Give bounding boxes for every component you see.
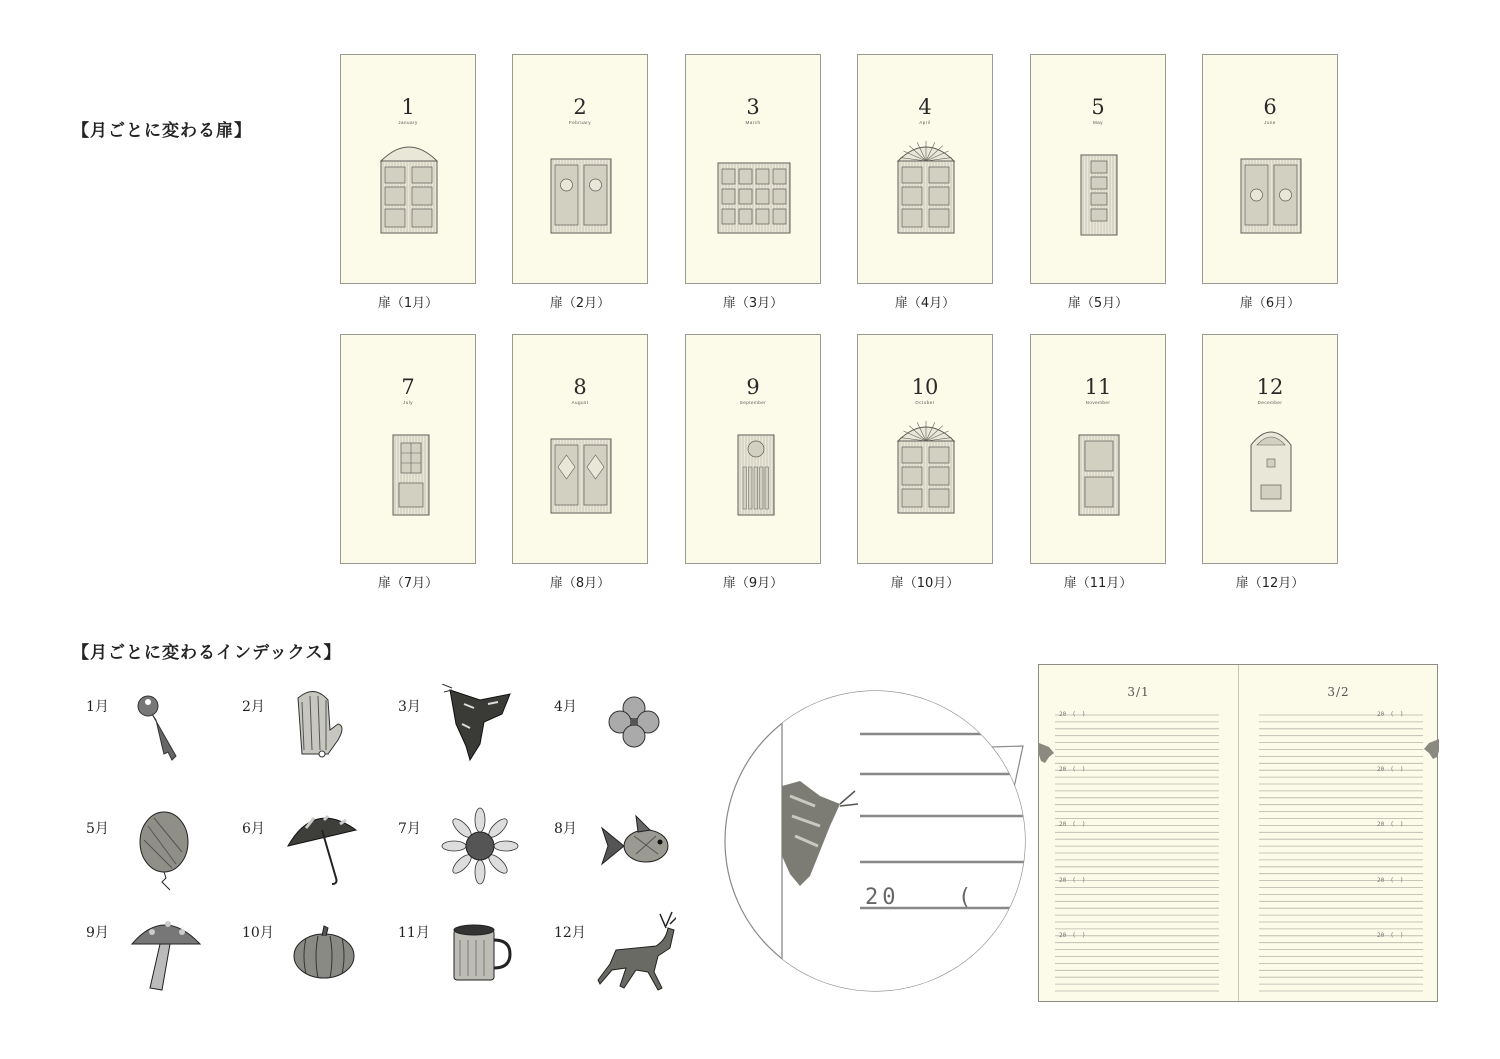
door-card-caption: 扉（3月） [722, 296, 784, 311]
zoom-year-text: 20 [865, 885, 900, 910]
month-index-item [398, 696, 548, 796]
door-card [1030, 54, 1166, 284]
key-icon [128, 684, 208, 770]
door-illustration-icon [1031, 335, 1167, 565]
door-card-number: 12 [1256, 375, 1284, 399]
zoom-paren-text: ( [958, 885, 972, 910]
right-butterfly-icon [1421, 737, 1439, 759]
door-card [1030, 334, 1166, 564]
month-index-item [242, 818, 392, 918]
door-illustration-icon [1203, 335, 1339, 565]
door-card-month: August [571, 400, 589, 405]
pumpkin-icon [284, 910, 364, 996]
month-index-item [398, 922, 548, 1022]
door-illustration-icon [1031, 55, 1167, 285]
butterfly-icon [440, 684, 520, 770]
door-card-month: September [739, 400, 767, 405]
month-index-item [554, 922, 704, 1022]
month-index-label: 4月 [554, 699, 577, 715]
right-page-date: 3/2 [1327, 685, 1350, 699]
door-card [685, 334, 821, 564]
year-tag: 20 ( ) [1059, 766, 1086, 773]
month-index-label: 8月 [554, 821, 577, 837]
door-card-month: March [745, 120, 761, 125]
door-card-number: 4 [918, 95, 932, 119]
door-card-caption: 扉（7月） [377, 576, 439, 591]
door-card-caption: 扉（11月） [1063, 576, 1133, 591]
balloon-icon [128, 806, 208, 892]
month-index-item [86, 818, 236, 918]
door-card-month: January [398, 120, 418, 125]
door-card-number: 6 [1263, 95, 1277, 119]
month-index-item [554, 818, 704, 918]
door-card [512, 334, 648, 564]
door-card [1202, 54, 1338, 284]
door-card-number: 1 [401, 95, 415, 119]
door-illustration-icon [686, 55, 822, 285]
door-card-caption: 扉（12月） [1235, 576, 1305, 591]
door-card [340, 334, 476, 564]
month-index-label: 9月 [86, 925, 109, 941]
door-card-month: June [1264, 120, 1276, 125]
month-index-item [86, 922, 236, 1022]
notebook-spread [1038, 664, 1438, 1002]
door-card-month: November [1085, 400, 1111, 405]
left-butterfly-icon [1039, 741, 1057, 763]
doors-section-title: 【月ごとに変わる扉】 [72, 121, 252, 141]
month-index-item [242, 696, 392, 796]
mug-icon [440, 910, 520, 996]
month-index-item [398, 818, 548, 918]
year-tag: 20 ( ) [1059, 821, 1086, 828]
year-tag: 20 ( ) [1377, 766, 1404, 773]
door-card-number: 3 [746, 95, 760, 119]
door-card-caption: 扉（4月） [894, 296, 956, 311]
year-tag: 20 ( ) [1059, 711, 1086, 718]
door-card [512, 54, 648, 284]
month-index-item [554, 696, 704, 796]
door-illustration-icon [341, 55, 477, 285]
year-tag: 20 ( ) [1059, 877, 1086, 884]
door-card-number: 5 [1091, 95, 1105, 119]
month-index-item [86, 696, 236, 796]
deer-icon [596, 910, 676, 996]
door-card [685, 54, 821, 284]
month-index-label: 7月 [398, 821, 421, 837]
door-card-number: 2 [573, 95, 587, 119]
door-card [340, 54, 476, 284]
door-card-month: July [402, 400, 413, 405]
door-card-number: 10 [911, 375, 939, 399]
year-tag: 20 ( ) [1059, 932, 1086, 939]
door-card-number: 7 [401, 375, 415, 399]
year-tag: 20 ( ) [1377, 821, 1404, 828]
door-illustration-icon [858, 55, 994, 285]
month-index-label: 2月 [242, 699, 265, 715]
door-card-caption: 扉（6月） [1239, 296, 1301, 311]
year-tag: 20 ( ) [1377, 877, 1404, 884]
door-card-caption: 扉（2月） [549, 296, 611, 311]
ruled-lines [1239, 665, 1438, 1001]
year-tag: 20 ( ) [1377, 711, 1404, 718]
mushroom-icon [128, 910, 208, 996]
index-section-title: 【月ごとに変わるインデックス】 [72, 643, 342, 663]
door-illustration-icon [341, 335, 477, 565]
month-index-label: 10月 [242, 925, 274, 941]
right-page [1239, 665, 1438, 1001]
door-card [857, 334, 993, 564]
door-illustration-icon [686, 335, 822, 565]
umbrella-icon [284, 806, 364, 892]
door-card-caption: 扉（9月） [722, 576, 784, 591]
goldfish-icon [596, 806, 676, 892]
door-card [1202, 334, 1338, 564]
door-illustration-icon [513, 55, 649, 285]
door-illustration-icon [858, 335, 994, 565]
door-card-number: 11 [1084, 375, 1112, 399]
door-card-caption: 扉（1月） [377, 296, 439, 311]
left-page-date: 3/1 [1127, 685, 1150, 699]
clover-icon [596, 684, 676, 770]
sunflower-icon [440, 806, 520, 892]
door-card-caption: 扉（8月） [549, 576, 611, 591]
door-card-number: 9 [746, 375, 760, 399]
door-card-number: 8 [573, 375, 587, 399]
door-illustration-icon [513, 335, 649, 565]
door-card-caption: 扉（5月） [1067, 296, 1129, 311]
month-index-label: 6月 [242, 821, 265, 837]
month-index-label: 12月 [554, 925, 586, 941]
door-card-month: February [568, 120, 591, 125]
zoom-magnifier-bubble [720, 686, 1030, 996]
year-tag: 20 ( ) [1377, 932, 1404, 939]
month-index-item [242, 922, 392, 1022]
door-card-caption: 扉（10月） [890, 576, 960, 591]
door-illustration-icon [1203, 55, 1339, 285]
mitten-icon [284, 684, 364, 770]
month-index-label: 1月 [86, 699, 109, 715]
door-card-month: May [1092, 120, 1103, 125]
door-card [857, 54, 993, 284]
month-index-label: 11月 [398, 925, 430, 941]
month-index-label: 3月 [398, 699, 421, 715]
door-card-month: October [915, 400, 935, 405]
door-card-month: December [1257, 400, 1283, 405]
door-card-month: April [919, 120, 931, 125]
month-index-label: 5月 [86, 821, 109, 837]
